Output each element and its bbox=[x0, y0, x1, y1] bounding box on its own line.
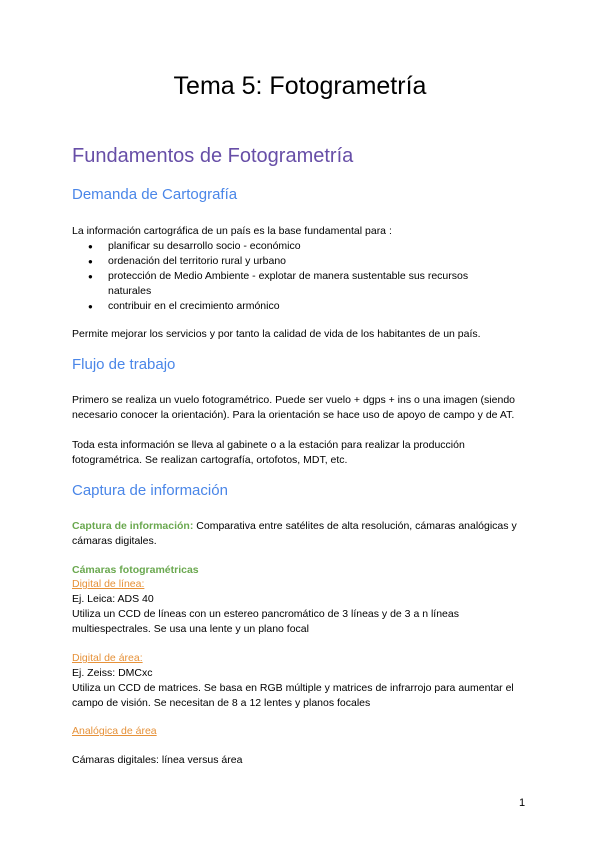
demanda-closing: Permite mejorar los servicios y por tanto la calidad de vida de los habitantes de un país. bbox=[72, 328, 481, 340]
area-description: Utiliza un CCD de matrices. Se basa en RGB múltiple y matrices de infrarrojo para aumentar el campo de visión. Se necesitan de 8 a 12 lentes y planos focales bbox=[72, 682, 514, 709]
digital-linea-link[interactable]: Digital de línea: bbox=[72, 578, 145, 590]
demanda-bullet-list bbox=[72, 239, 532, 314]
captura-lead bbox=[72, 519, 532, 549]
analogica-area-link[interactable]: Analógica de área bbox=[72, 725, 157, 737]
section-heading-fundamentos: Fundamentos de Fotogrametría bbox=[72, 145, 354, 167]
demanda-intro: La información cartográfica de un país es la base fundamental para : bbox=[72, 225, 392, 237]
linea-example: Ej. Leica: ADS 40 bbox=[72, 593, 154, 605]
flujo-paragraph-2: Toda esta información se lleva al gabinete o a la estación para realizar la producción fotogramétrica. Se realizan cartografía, ortofotos, MDT, etc. bbox=[72, 439, 465, 466]
linea-description: Utiliza un CCD de líneas con un estereo pancromático de 3 líneas y de 3 a n líneas multiespectrales. Se usa una lente y un plano focal bbox=[72, 608, 459, 635]
page-number: 1 bbox=[519, 797, 526, 809]
bullet-item: ● protección de Medio Ambiente - explotar de manera sustentable sus recursos naturales bbox=[72, 269, 532, 299]
analog-label[interactable] bbox=[72, 724, 532, 739]
digital-compare: Cámaras digitales: línea versus área bbox=[72, 754, 243, 766]
flujo-paragraph-1: Primero se realiza un vuelo fotogramétrico. Puede ser vuelo + dgps + ins o una imagen (siendo necesario conocer la orientación). Para la orientación se hace uso de apoyo de campo y de AT. bbox=[72, 394, 515, 421]
captura-lead-label: Captura de información: bbox=[72, 520, 194, 532]
bullet-item: ● planificar su desarrollo socio - económico bbox=[72, 239, 532, 254]
subheading-captura: Captura de información bbox=[72, 482, 228, 499]
digital-area-link[interactable]: Digital de área: bbox=[72, 652, 143, 664]
bullet-item: ● contribuir en el crecimiento armónico bbox=[72, 299, 532, 314]
page-title: Tema 5: Fotogrametría bbox=[173, 72, 427, 100]
area-label[interactable] bbox=[72, 651, 532, 666]
captura-lead-text: Comparativa entre satélites de alta resolución, cámaras analógicas y cámaras digitales. bbox=[72, 520, 517, 547]
subheading-flujo: Flujo de trabajo bbox=[72, 356, 176, 373]
area-example: Ej. Zeiss: DMCxc bbox=[72, 667, 153, 679]
linea-label[interactable] bbox=[72, 577, 532, 592]
camaras-heading: Cámaras fotogramétricas bbox=[72, 564, 199, 576]
bullet-item: ● ordenación del territorio rural y urbano bbox=[72, 254, 532, 269]
subheading-demanda: Demanda de Cartografía bbox=[72, 186, 238, 203]
